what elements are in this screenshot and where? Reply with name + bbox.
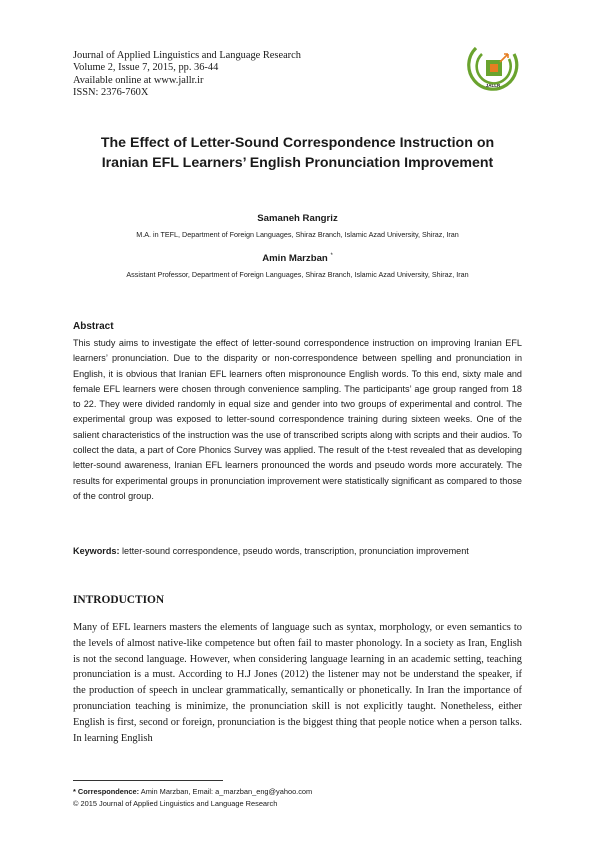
abstract-heading: Abstract bbox=[73, 321, 114, 332]
keywords-label: Keywords: bbox=[73, 546, 120, 556]
paper-title-line1: The Effect of Letter-Sound Correspondence Instruction on bbox=[100, 135, 495, 151]
correspondence-note bbox=[73, 786, 522, 798]
copyright: © 2015 Journal of Applied Linguistics and Language Research bbox=[73, 798, 278, 808]
author-1-name: Samaneh Rangriz bbox=[257, 213, 338, 224]
logo-text: JALLR bbox=[485, 83, 501, 88]
abstract-text: This study aims to investigate the effect of letter-sound correspondence instruction on improving Iranian EFL learners’ pronunciation. Due to the disparity or non-correspondence between spelling and pronunciation in English, it is obvious that Iranian EFL learners often mispronounce English words. To this end, sixty male and female EFL learners were chosen through convenience sampling. The participants’ age group ranged from 18 to 22. They were divided randomly in equal size and gender into two groups of experimental and control. The experimental group was exposed to letter-sound correspondence training during sixteen weeks. One of the salient characteristics of the instruction was the use of transcribed scripts along with scripts and their audios. To collect the data, a part of Core Phonics Survey was applied. The result of the t-test revealed that as developing letter-sound awareness, Iranian EFL learners pronounced the words and pseudo words more accurately. The results for experimental groups in pronunciation improvement were statistically significant as compared to those of the control group. bbox=[73, 338, 522, 501]
author-2-affiliation: Assistant Professor, Department of Foreign Languages, Shiraz Branch, Islamic Azad University, Shiraz, Iran bbox=[126, 270, 469, 279]
introduction-text: Many of EFL learners masters the elements of language such as syntax, morphology, or even semantics to the levels of almost native-like competence but often fail to master phonology. In a society as Iran, English is not the second language. However, when considering language learning in an academic setting, teaching pronunciation is a must. According to H.J Jones (2012) the listener may not be understand the speaker, if the production of speech in unclear grammatically, semantically or phonetically. In Iran the importance of pronunciation teaching is minimize, the pronunciation skill is not explicitly taught. Nonetheless, either English is first, second or foreign, pronunciation is the biggest thing that people notice when a person talks. In learning English bbox=[73, 622, 522, 744]
footnote bbox=[73, 786, 522, 809]
logo-square-orange bbox=[490, 64, 498, 72]
correspondence-mark: * bbox=[330, 253, 333, 259]
journal-volume: Volume 2, Issue 7, 2015, pp. 36-44 bbox=[73, 62, 219, 74]
author-2 bbox=[73, 253, 522, 264]
keywords-list: letter-sound correspondence, pseudo words, transcription, pronunciation improvement bbox=[122, 546, 469, 556]
paper-title-line2: Iranian EFL Learners’ English Pronunciation Improvement bbox=[101, 155, 494, 171]
author-2-name: Amin Marzban bbox=[262, 253, 328, 265]
journal-website: Available online at www.jallr.ir bbox=[73, 74, 204, 86]
introduction-heading: INTRODUCTION bbox=[73, 594, 165, 606]
journal-issn: ISSN: 2376-760X bbox=[73, 86, 149, 98]
correspondence-email: Amin Marzban, Email: a_marzban_eng@yahoo.com bbox=[140, 787, 313, 796]
journal-logo bbox=[464, 40, 522, 98]
author-1-affiliation: M.A. in TEFL, Department of Foreign Languages, Shiraz Branch, Islamic Azad University, Shiraz, Iran bbox=[136, 230, 459, 239]
journal-header bbox=[73, 50, 433, 99]
correspondence-label: * Correspondence: bbox=[73, 787, 140, 796]
journal-name: Journal of Applied Linguistics and Language Research bbox=[73, 50, 301, 61]
paper-title bbox=[60, 133, 535, 173]
footnote-divider bbox=[73, 780, 223, 781]
author-1 bbox=[73, 213, 522, 224]
keywords bbox=[73, 544, 522, 559]
logo-arrow bbox=[500, 54, 508, 62]
